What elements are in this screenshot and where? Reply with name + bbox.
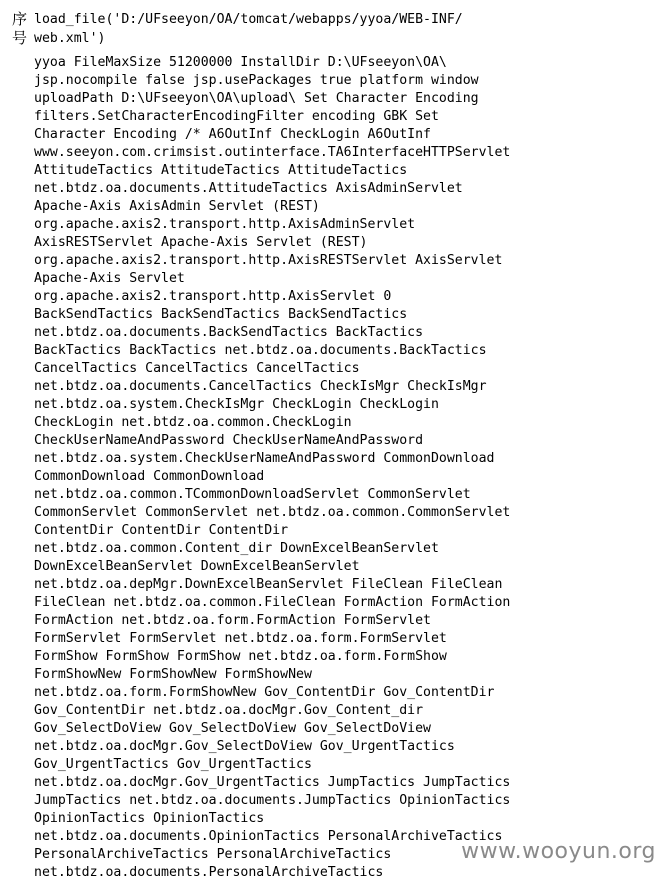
result-line: JumpTactics net.btdz.oa.documents.JumpTactics OpinionTactics (34, 793, 511, 808)
result-line: BackTactics BackTactics net.btdz.oa.documents.BackTactics (34, 343, 487, 358)
result-line: www.seeyon.com.crimsist.outinterface.TA6InterfaceHTTPServlet (34, 145, 511, 160)
result-line: org.apache.axis2.transport.http.AxisServlet 0 (34, 289, 392, 304)
result-line: uploadPath D:\UFseeyon\OA\upload\ Set Character Encoding (34, 91, 479, 106)
result-line: CheckLogin net.btdz.oa.common.CheckLogin (34, 415, 352, 430)
column-header-index (12, 10, 34, 48)
result-line: FormServlet FormServlet net.btdz.oa.form.FormServlet (34, 631, 447, 646)
result-line: FormShowNew FormShowNew FormShowNew (34, 667, 312, 682)
result-line: DownExcelBeanServlet DownExcelBeanServlet (34, 559, 360, 574)
column-header-index-line1: 序 (12, 10, 28, 28)
result-line: net.btdz.oa.documents.AttitudeTactics AxisAdminServlet (34, 181, 463, 196)
result-line: yyoa FileMaxSize 51200000 InstallDir D:\UFseeyon\OA\ (34, 55, 447, 70)
result-line: CancelTactics CancelTactics CancelTactics (34, 361, 360, 376)
result-line: net.btdz.oa.common.TCommonDownloadServlet CommonServlet (34, 487, 471, 502)
result-line: Gov_ContentDir net.btdz.oa.docMgr.Gov_Content_dir (34, 703, 424, 718)
result-line: net.btdz.oa.common.Content_dir DownExcelBeanServlet (34, 541, 439, 556)
result-line: net.btdz.oa.system.CheckUserNameAndPassword CommonDownload (34, 451, 495, 466)
result-line: net.btdz.oa.documents.BackSendTactics BackTactics (34, 325, 424, 340)
result-line: PersonalArchiveTactics PersonalArchiveTactics (34, 847, 392, 862)
result-line: Gov_UrgentTactics Gov_UrgentTactics (34, 757, 312, 772)
result-line: CommonServlet CommonServlet net.btdz.oa.common.CommonServlet (34, 505, 511, 520)
result-line: net.btdz.oa.docMgr.Gov_UrgentTactics JumpTactics JumpTactics (34, 775, 511, 790)
result-line: net.btdz.oa.form.FormShowNew Gov_ContentDir Gov_ContentDir (34, 685, 495, 700)
result-line: AxisRESTServlet Apache-Axis Servlet (REST) (34, 235, 368, 250)
result-line: FormShow FormShow FormShow net.btdz.oa.form.FormShow (34, 649, 447, 664)
result-line: CommonDownload CommonDownload (34, 469, 265, 484)
result-line: Gov_SelectDoView Gov_SelectDoView Gov_SelectDoView (34, 721, 431, 736)
result-line: jsp.nocompile false jsp.usePackages true platform window (34, 73, 479, 88)
result-line: FileClean net.btdz.oa.common.FileClean FormAction FormAction (34, 595, 511, 610)
watermark: www.wooyun.org (461, 839, 656, 864)
result-line: filters.SetCharacterEncodingFilter encoding GBK Set (34, 109, 439, 124)
column-header-index-line2: 号 (12, 29, 28, 47)
result-line: net.btdz.oa.depMgr.DownExcelBeanServlet FileClean FileClean (34, 577, 503, 592)
result-line: Apache-Axis Servlet (34, 271, 185, 286)
result-line: net.btdz.oa.system.CheckIsMgr CheckLogin CheckLogin (34, 397, 439, 412)
result-line: net.btdz.oa.documents.OpinionTactics PersonalArchiveTactics (34, 829, 503, 844)
result-line: Apache-Axis AxisAdmin Servlet (REST) (34, 199, 320, 214)
result-line: ContentDir ContentDir ContentDir (34, 523, 289, 538)
result-line: net.btdz.oa.documents.PersonalArchiveTactics (34, 865, 384, 880)
result-line: net.btdz.oa.docMgr.Gov_SelectDoView Gov_UrgentTactics (34, 739, 455, 754)
result-line: FormAction net.btdz.oa.form.FormAction FormServlet (34, 613, 431, 628)
result-line: org.apache.axis2.transport.http.AxisAdminServlet (34, 217, 416, 232)
result-cell (34, 54, 654, 882)
result-line: org.apache.axis2.transport.http.AxisRESTServlet AxisServlet (34, 253, 503, 268)
column-header-query: load_file('D:/UFseeyon/OA/tomcat/webapps/yyoa/WEB-INF/web.xml') (34, 12, 463, 46)
result-line: AttitudeTactics AttitudeTactics AttitudeTactics (34, 163, 408, 178)
result-line: CheckUserNameAndPassword CheckUserNameAndPassword (34, 433, 424, 448)
result-line: Character Encoding /* A6OutInf CheckLogin A6OutInf (34, 127, 431, 142)
result-line: OpinionTactics OpinionTactics (34, 811, 265, 826)
result-line: net.btdz.oa.documents.CancelTactics CheckIsMgr CheckIsMgr (34, 379, 487, 394)
result-line: BackSendTactics BackSendTactics BackSendTactics (34, 307, 408, 322)
